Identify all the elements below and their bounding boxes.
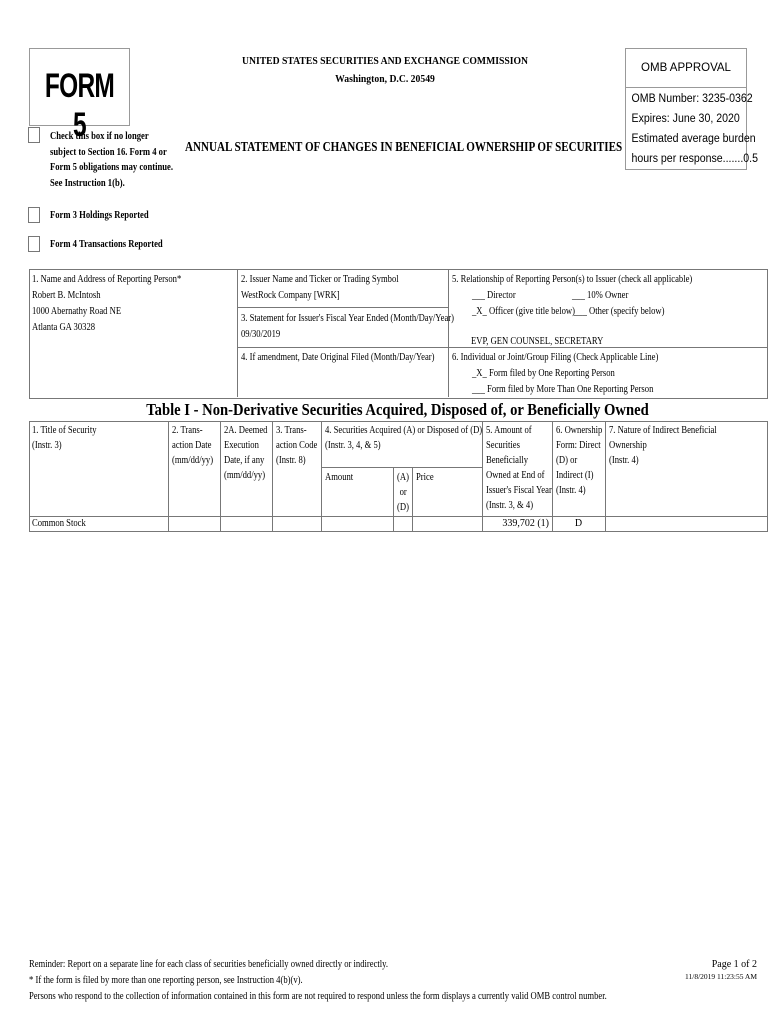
reporting-name: Robert B. McIntosh (32, 290, 101, 301)
divider (448, 269, 449, 397)
col4-amount-header: Amount (325, 472, 354, 483)
divider (237, 269, 238, 397)
footer-multiple: * If the form is filed by more than one reporting person, see Instruction 4(b)(v). (29, 975, 303, 986)
omb-approval-box (625, 48, 758, 170)
col5-line: Beneficially (486, 455, 529, 466)
col2-line: action Date (172, 440, 212, 451)
box6-label: 6. Individual or Joint/Group Filing (Check Applicable Line) (452, 352, 659, 363)
officer-option: _X_ Officer (give title below) (472, 306, 576, 317)
form-title: FORM 5 (44, 67, 115, 144)
divider (29, 516, 767, 517)
col2-line: 2. Trans- (172, 425, 203, 436)
timestamp: 11/8/2019 11:23:55 AM (685, 972, 757, 981)
footer-omb-note: Persons who respond to the collection of information contained in this form are not required to respond unless the form displays a currently valid OMB control number. (29, 991, 607, 1002)
col5-header (486, 423, 552, 513)
section16-text (50, 129, 173, 191)
col1-line: 1. Title of Security (32, 425, 97, 436)
omb-number: OMB Number: 3235-0362 (631, 93, 753, 105)
footer-reminder: Reminder: Report on a separate line for each class of securities beneficially owned directly or indirectly. (29, 959, 389, 970)
col7-line: Ownership (609, 440, 647, 451)
form4-checkbox[interactable] (28, 236, 40, 252)
divider (237, 307, 449, 308)
agency-name: UNITED STATES SECURITIES AND EXCHANGE COMMISSION (241, 55, 529, 67)
section16-line2: subject to Section 16. Form 4 or (50, 146, 167, 158)
form4-label: Form 4 Transactions Reported (50, 239, 163, 250)
col7-header (609, 423, 717, 468)
col5-line: 5. Amount of (486, 425, 532, 436)
divider (605, 421, 606, 531)
reporting-street: 1000 Abernathy Road NE (32, 306, 122, 317)
officer-title: EVP, GEN COUNSEL, SECRETARY (471, 336, 604, 347)
form3-checkbox[interactable] (28, 207, 40, 223)
col7-line: (Instr. 4) (609, 455, 639, 466)
col2-line: (mm/dd/yy) (172, 455, 214, 466)
section16-checkbox[interactable] (28, 127, 40, 143)
col2-header (172, 423, 213, 468)
row-amount-owned: 339,702 (1) (502, 518, 549, 529)
col3-line: (Instr. 8) (276, 455, 306, 466)
col1-line: (Instr. 3) (32, 440, 62, 451)
agency-location: Washington, D.C. 20549 (335, 73, 435, 85)
col6-header (556, 423, 602, 498)
box1-label: 1. Name and Address of Reporting Person* (32, 274, 182, 285)
col2a-line: (mm/dd/yy) (224, 470, 266, 481)
divider (272, 421, 273, 531)
col6-line: 6. Ownership (556, 425, 603, 436)
reporting-city: Atlanta GA 30328 (32, 322, 96, 333)
row-ownership: D (574, 518, 583, 529)
fiscal-year: 09/30/2019 (241, 329, 281, 340)
col6-line: (D) or (556, 455, 578, 466)
col4-line: 4. Securities Acquired (A) or Disposed of (D) (325, 425, 483, 436)
col4-price-header: Price (416, 472, 434, 483)
col3-line: 3. Trans- (276, 425, 307, 436)
col6-line: Form: Direct (556, 440, 601, 451)
divider (412, 467, 413, 531)
section16-line3: Form 5 obligations may continue. (50, 162, 174, 173)
statement-title: ANNUAL STATEMENT OF CHANGES IN BENEFICIAL OWNERSHIP OF SECURITIES (185, 139, 623, 154)
divider (552, 421, 553, 531)
other-option: ___ Other (specify below) (574, 306, 665, 317)
col6-line: (Instr. 4) (556, 485, 586, 496)
owner10-option: ___ 10% Owner (572, 290, 629, 301)
divider (321, 467, 483, 468)
divider (220, 421, 221, 531)
divider (393, 467, 394, 531)
col2a-line: Execution (224, 440, 259, 451)
col6-line: Indirect (I) (556, 470, 594, 481)
more-person-option: ___ Form filed by More Than One Reporting Person (472, 384, 654, 395)
col5-line: (Instr. 3, & 4) (486, 500, 534, 511)
reporting-grid (29, 269, 768, 399)
section16-line4: See Instruction 1(b). (50, 177, 125, 189)
col5-line: Issuer's Fiscal Year (486, 485, 552, 496)
col2a-line: 2A. Deemed (224, 425, 268, 436)
divider (321, 421, 322, 531)
col3-line: action Code (276, 440, 318, 451)
col4-aod-header (397, 470, 409, 515)
box2-label: 2. Issuer Name and Ticker or Trading Symbol (241, 274, 399, 285)
divider (168, 421, 169, 531)
col4-line: (Instr. 3, 4, & 5) (325, 440, 381, 451)
aod-line: (D) (397, 502, 409, 513)
aod-line: or (399, 487, 407, 498)
box5-label: 5. Relationship of Reporting Person(s) to Issuer (check all applicable) (452, 274, 693, 285)
col3-header (276, 423, 317, 468)
col5-line: Securities (486, 440, 520, 451)
omb-burden-line2: hours per response.......0.5 (631, 153, 758, 165)
omb-heading: OMB APPROVAL (626, 49, 746, 88)
omb-burden-line1: Estimated average burden (631, 133, 756, 145)
col4-header (325, 423, 482, 453)
col5-line: Owned at End of (486, 470, 545, 481)
table1-title: Table I - Non-Derivative Securities Acquired, Disposed of, or Beneficially Owned (146, 400, 649, 419)
issuer-name: WestRock Company [WRK] (241, 290, 340, 301)
section16-line1: Check this box if no longer (50, 131, 149, 142)
box4-label: 4. If amendment, Date Original Filed (Month/Day/Year) (241, 352, 435, 363)
row-security: Common Stock (32, 518, 86, 529)
director-option: ___ Director (472, 290, 516, 301)
box3-label: 3. Statement for Issuer's Fiscal Year Ended (Month/Day/Year) (241, 313, 455, 324)
page-number: Page 1 of 2 (711, 959, 757, 970)
one-person-option: _X_ Form filed by One Reporting Person (472, 368, 615, 379)
col2a-header (224, 423, 267, 483)
col2a-line: Date, if any (224, 455, 265, 466)
col7-line: 7. Nature of Indirect Beneficial (609, 425, 717, 436)
form3-label: Form 3 Holdings Reported (50, 210, 149, 221)
aod-line: (A) (397, 472, 409, 483)
omb-expires: Expires: June 30, 2020 (631, 113, 740, 125)
col1-header (32, 423, 97, 453)
